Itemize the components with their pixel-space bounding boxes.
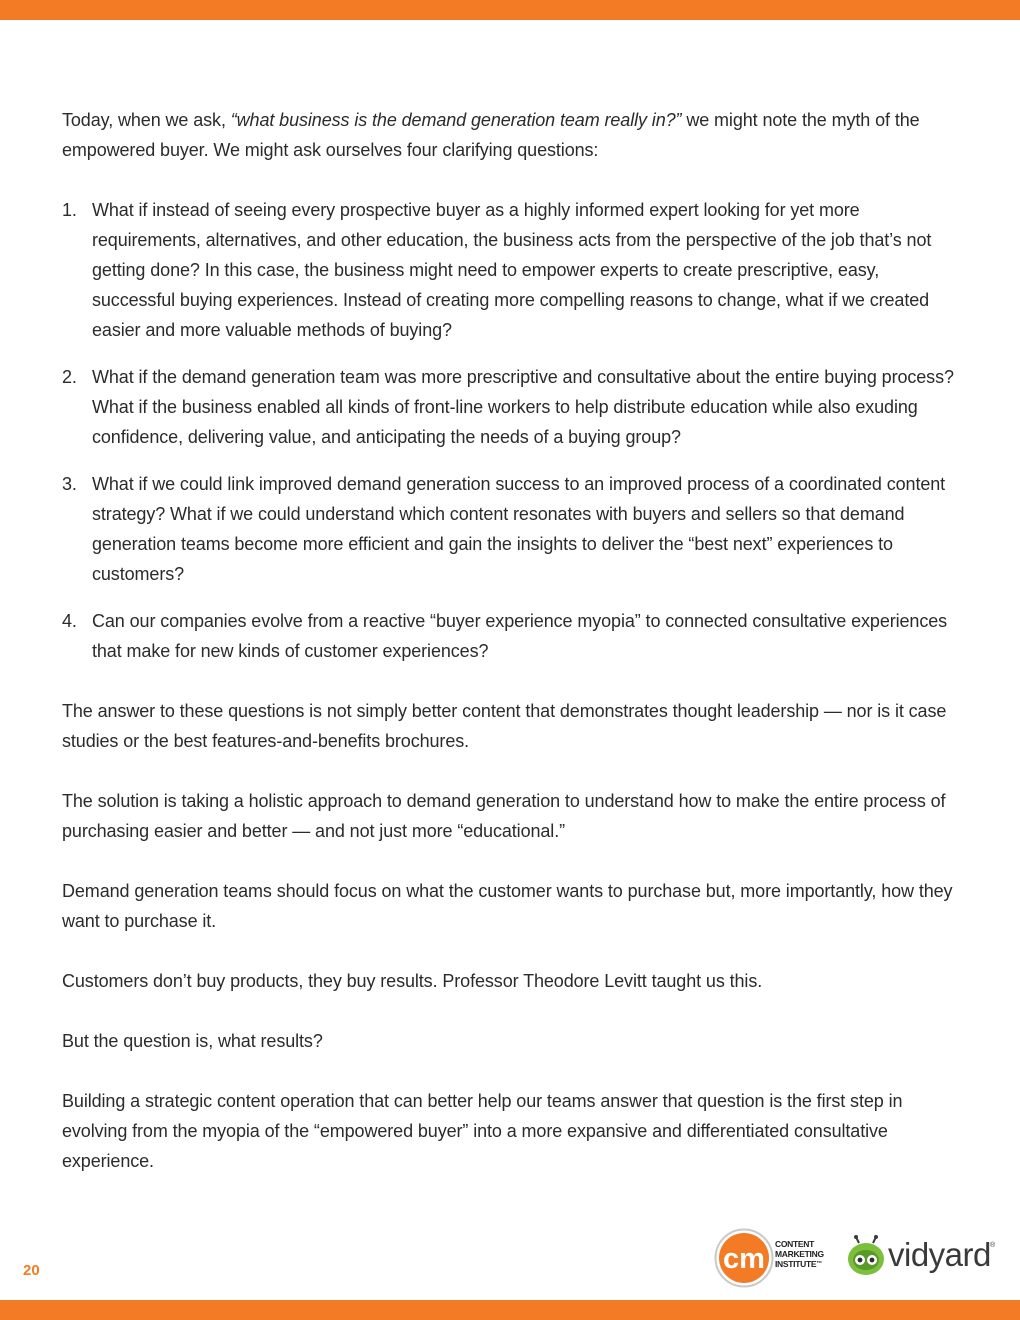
footer-logos <box>712 1226 1002 1290</box>
list-item-text: What if the demand generation team was more prescriptive and consultative about the entire buying process? What if the business enabled all kinds of front-line workers to help distribute education while also exuding confidence, delivering value, and anticipating the needs of a buying group? <box>92 367 954 447</box>
vidyard-wordmark: vidyard <box>888 1236 991 1273</box>
list-number: 3. <box>62 474 77 494</box>
intro-text-end: we might note the myth of the empowered buyer. We might ask ourselves four clarifying questions: <box>62 110 920 160</box>
list-number: 4. <box>62 611 77 631</box>
list-number: 1. <box>62 200 77 220</box>
page-number: 20 <box>23 1262 40 1279</box>
body-paragraph: The answer to these questions is not simply better content that demonstrates thought leadership — nor is it case studies or the best features-and-benefits brochures. <box>62 701 947 751</box>
vidyard-robot-icon <box>846 1234 886 1278</box>
list-item-text: What if instead of seeing every prospective buyer as a highly informed expert looking for yet more requirements, alternatives, and other education, the business acts from the perspective of the job that’s not getting done? In this case, the business might need to empower experts to create prescriptive, easy, successful buying experiences. Instead of creating more compelling reasons to change, what if we created easier and more valuable methods of buying? <box>92 200 932 340</box>
questions-list <box>62 195 967 666</box>
cmi-logo-icon <box>714 1228 774 1288</box>
cmi-line-marketing: MARKETING <box>775 1249 824 1259</box>
cmi-logo-mark: cm <box>723 1243 765 1275</box>
intro-paragraph <box>62 105 967 165</box>
cmi-wordmark <box>775 1239 824 1269</box>
body-paragraph: But the question is, what results? <box>62 1031 323 1051</box>
list-item <box>62 195 967 345</box>
intro-text-start: Today, when we ask, <box>62 110 231 130</box>
body-paragraph: Building a strategic content operation that can better help our teams answer that question is the first step in evolving from the myopia of the “empowered buyer” into a more expansive and differentiated consultative experience. <box>62 1091 903 1171</box>
body-paragraph: The solution is taking a holistic approach to demand generation to understand how to make the entire process of purchasing easier and better — and not just more “educational.” <box>62 791 946 841</box>
cmi-line-content: CONTENT <box>775 1239 814 1249</box>
intro-quote: “what business is the demand generation team really in?” <box>230 110 682 130</box>
list-item-text: Can our companies evolve from a reactive “buyer experience myopia” to connected consultative experiences that make for new kinds of customer experiences? <box>92 611 948 661</box>
list-item-text: What if we could link improved demand generation success to an improved process of a coordinated content strategy? What if we could understand which content resonates with buyers and sellers so that demand generation teams become more efficient and gain the insights to deliver the “best next” experiences to customers? <box>92 474 946 584</box>
list-item <box>62 362 967 452</box>
cmi-line-institute: INSTITUTE™ <box>775 1259 822 1269</box>
page-content <box>62 105 967 1206</box>
vidyard-registered-mark: ® <box>990 1242 996 1249</box>
list-number: 2. <box>62 367 77 387</box>
body-paragraph: Demand generation teams should focus on what the customer wants to purchase but, more importantly, how they want to purchase it. <box>62 881 953 931</box>
list-item <box>62 469 967 589</box>
top-accent-bar <box>0 0 1020 20</box>
bottom-accent-bar <box>0 1300 1020 1320</box>
body-paragraph: Customers don’t buy products, they buy results. Professor Theodore Levitt taught us this. <box>62 971 763 991</box>
list-item <box>62 606 967 666</box>
cmi-trademark: ™ <box>816 1261 822 1267</box>
